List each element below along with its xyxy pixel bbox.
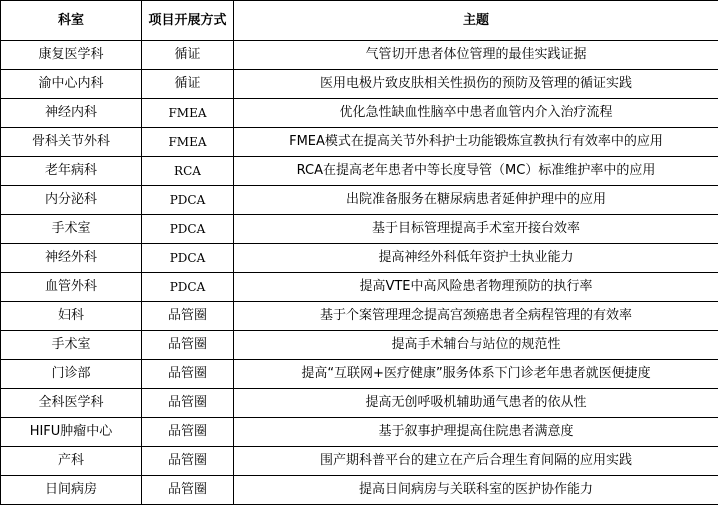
cell-topic: 提高神经外科低年资护士执业能力 bbox=[234, 244, 718, 273]
cell-topic: 优化急性缺血性脑卒中患者血管内介入治疗流程 bbox=[234, 99, 718, 128]
cell-topic: 基于目标管理提高手术室开接台效率 bbox=[234, 215, 718, 244]
cell-department: 神经内科 bbox=[1, 99, 142, 128]
cell-department: 血管外科 bbox=[1, 273, 142, 302]
table-row bbox=[1, 128, 718, 157]
header-method: 项目开展方式 bbox=[142, 1, 234, 41]
cell-topic: 提高日间病房与关联科室的医护协作能力 bbox=[234, 476, 718, 505]
cell-department: 神经外科 bbox=[1, 244, 142, 273]
table-row bbox=[1, 215, 718, 244]
table-row bbox=[1, 99, 718, 128]
cell-method: 品管圈 bbox=[142, 389, 234, 418]
cell-method: PDCA bbox=[142, 273, 234, 302]
table-row bbox=[1, 41, 718, 70]
cell-department: 全科医学科 bbox=[1, 389, 142, 418]
cell-method: 品管圈 bbox=[142, 476, 234, 505]
cell-department: 门诊部 bbox=[1, 360, 142, 389]
cell-topic: 基于叙事护理提高住院患者满意度 bbox=[234, 418, 718, 447]
cell-method: 品管圈 bbox=[142, 302, 234, 331]
header-department: 科室 bbox=[1, 1, 142, 41]
cell-method: 循证 bbox=[142, 41, 234, 70]
cell-department: 骨科关节外科 bbox=[1, 128, 142, 157]
cell-topic: FMEA模式在提高关节外科护士功能锻炼宣教执行有效率中的应用 bbox=[234, 128, 718, 157]
cell-method: 循证 bbox=[142, 70, 234, 99]
table-row bbox=[1, 273, 718, 302]
cell-topic: RCA在提高老年患者中等长度导管（MC）标准维护率中的应用 bbox=[234, 157, 718, 186]
cell-topic: 提高VTE中高风险患者物理预防的执行率 bbox=[234, 273, 718, 302]
cell-topic: 气管切开患者体位管理的最佳实践证据 bbox=[234, 41, 718, 70]
cell-topic: 出院准备服务在糖尿病患者延伸护理中的应用 bbox=[234, 186, 718, 215]
table-header-row bbox=[1, 1, 718, 41]
cell-department: 妇科 bbox=[1, 302, 142, 331]
table-row bbox=[1, 360, 718, 389]
cell-department: 渝中心内科 bbox=[1, 70, 142, 99]
cell-topic: 医用电极片致皮肤相关性损伤的预防及管理的循证实践 bbox=[234, 70, 718, 99]
cell-method: FMEA bbox=[142, 99, 234, 128]
table-row bbox=[1, 331, 718, 360]
cell-department: HIFU肿瘤中心 bbox=[1, 418, 142, 447]
cell-department: 产科 bbox=[1, 447, 142, 476]
table-row bbox=[1, 418, 718, 447]
table-body bbox=[1, 41, 718, 505]
table-row bbox=[1, 157, 718, 186]
cell-topic: 提高“互联网+医疗健康”服务体系下门诊老年患者就医便捷度 bbox=[234, 360, 718, 389]
table-row bbox=[1, 186, 718, 215]
cell-topic: 围产期科普平台的建立在产后合理生育间隔的应用实践 bbox=[234, 447, 718, 476]
cell-method: 品管圈 bbox=[142, 360, 234, 389]
cell-method: PDCA bbox=[142, 186, 234, 215]
cell-topic: 提高无创呼吸机辅助通气患者的依从性 bbox=[234, 389, 718, 418]
cell-method: 品管圈 bbox=[142, 331, 234, 360]
table-row bbox=[1, 302, 718, 331]
cell-method: FMEA bbox=[142, 128, 234, 157]
cell-method: PDCA bbox=[142, 244, 234, 273]
cell-department: 老年病科 bbox=[1, 157, 142, 186]
cell-topic: 基于个案管理理念提高宫颈癌患者全病程管理的有效率 bbox=[234, 302, 718, 331]
header-topic: 主题 bbox=[234, 1, 718, 41]
cell-department: 内分泌科 bbox=[1, 186, 142, 215]
cell-department: 康复医学科 bbox=[1, 41, 142, 70]
table-row bbox=[1, 244, 718, 273]
cell-method: 品管圈 bbox=[142, 447, 234, 476]
cell-department: 手术室 bbox=[1, 331, 142, 360]
cell-method: PDCA bbox=[142, 215, 234, 244]
table-row bbox=[1, 389, 718, 418]
table-row bbox=[1, 70, 718, 99]
cell-method: RCA bbox=[142, 157, 234, 186]
table-row bbox=[1, 447, 718, 476]
cell-method: 品管圈 bbox=[142, 418, 234, 447]
cell-department: 手术室 bbox=[1, 215, 142, 244]
cell-department: 日间病房 bbox=[1, 476, 142, 505]
cell-topic: 提高手术辅台与站位的规范性 bbox=[234, 331, 718, 360]
table-row bbox=[1, 476, 718, 505]
